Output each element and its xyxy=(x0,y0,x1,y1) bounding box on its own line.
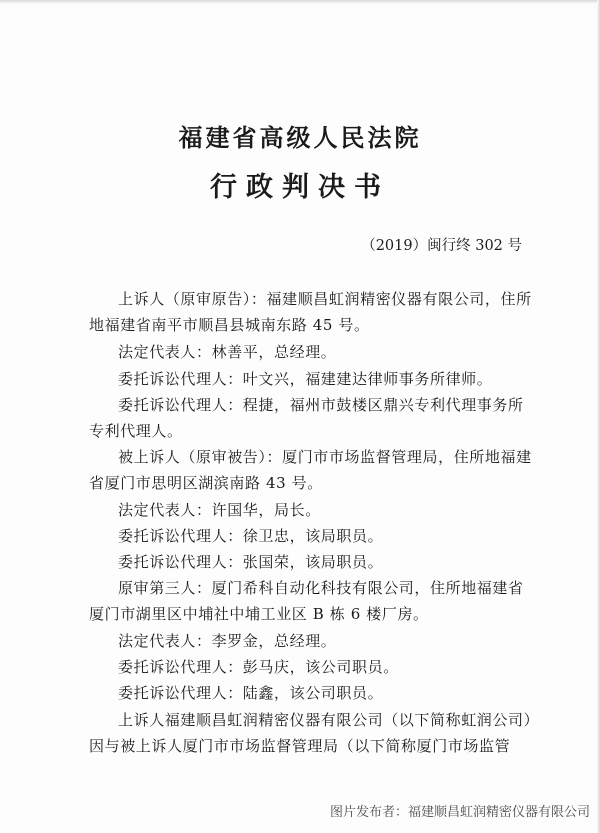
body-line: 委托诉讼代理人：徐卫忠，该局职员。 xyxy=(118,527,384,545)
body-line: 省厦门市思明区湖滨南路 43 号。 xyxy=(89,474,323,492)
body-line: 法定代表人：李罗金，总经理。 xyxy=(118,632,337,650)
document-type-title: 行政判决书 xyxy=(210,172,390,203)
body-line: 上诉人（原审原告）：福建顺昌虹润精密仪器有限公司，住所 xyxy=(118,290,532,308)
body-line: 地福建省南平市顺昌县城南东路 45 号。 xyxy=(89,316,370,334)
body-line: 法定代表人：许国华，局长。 xyxy=(118,501,321,519)
body-line: 因与被上诉人厦门市市场监督管理局（以下简称厦门市场监管 xyxy=(89,737,511,755)
case-number: （2019）闽行终 302 号 xyxy=(361,238,522,254)
body-line: 专利代理人。 xyxy=(89,422,183,440)
body-line: 委托诉讼代理人：程捷，福州市鼓楼区鼎兴专利代理事务所 xyxy=(118,396,524,414)
publisher-credit: 图片发布者：福建顺昌虹润精密仪器有限公司 xyxy=(329,805,590,820)
body-line: 委托诉讼代理人：叶文兴，福建建达律师事务所律师。 xyxy=(118,370,493,388)
body-line: 委托诉讼代理人：陆鑫，该公司职员。 xyxy=(118,684,384,702)
body-line: 原审第三人：厦门希科自动化科技有限公司，住所地福建省 xyxy=(118,579,524,597)
scan-edge-top xyxy=(0,0,600,4)
body-line: 被上诉人（原审被告）：厦门市市场监督管理局，住所地福建 xyxy=(118,448,532,466)
body-line: 厦门市湖里区中埔社中埔工业区 B 栋 6 楼厂房。 xyxy=(89,605,429,623)
court-name: 福建省高级人民法院 xyxy=(178,123,422,152)
body-line: 法定代表人：林善平，总经理。 xyxy=(118,343,337,361)
body-line: 委托诉讼代理人：张国荣，该局职员。 xyxy=(118,553,384,571)
body-line: 委托诉讼代理人：彭马庆，该公司职员。 xyxy=(118,658,399,676)
body-line: 上诉人福建顺昌虹润精密仪器有限公司（以下简称虹润公司） xyxy=(118,711,540,729)
